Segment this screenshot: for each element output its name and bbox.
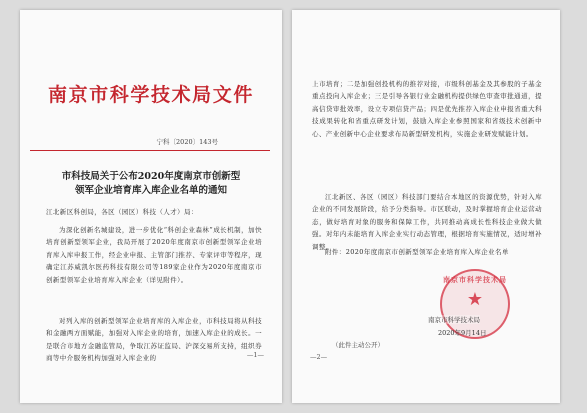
seal-lettering: 南京市科学技术局: [443, 275, 507, 284]
page-number: —2—: [310, 353, 328, 361]
red-divider-line: [30, 150, 270, 151]
document-header-title: 南京市科学技术局文件: [47, 84, 254, 106]
issuer-name: 南京市科学技术局: [428, 316, 480, 324]
issue-date: 2020年9月14日: [438, 329, 487, 337]
paragraph: 江北新区、各区（园区）科技部门要结合本地区的资源优势，针对入库企业的不同发展阶段，给予分类指导。市区联动，及时掌握培育企业运营动态，做好培育对象的服务和保障工作，共同推动高成长性科技企业做大做强。对年内未能培育入库企业实行动态管理，根据培育实施情况，适时增补调整。: [312, 193, 542, 251]
notice-title-line-1: 市科技局关于公布2020年度南京市创新型: [61, 171, 241, 182]
disclosure-note: （此件主动公开）: [332, 341, 384, 349]
document-number: 宁科〔2020〕143号: [156, 138, 218, 146]
paragraph: 对列入库的创新型领军企业培育库的入库企业，市科技局将从科技和金融两方面赋能，加强对入库企业的培育，加速入库企业的成长。一是联合市地方金融监管局，争取江苏证监局、沪深交易所支持，组织券商等中介服务机构加强对入库企业的: [46, 317, 262, 363]
document-page-1: [20, 10, 282, 403]
salutation: 江北新区科创局，各区（园区）科技（人才）局：: [46, 208, 198, 216]
attachment-line: 附件：2020年度南京市创新型领军企业培育库入库企业名单: [325, 248, 509, 256]
notice-title-line-2: 领军企业培育库入库企业名单的通知: [74, 185, 227, 196]
paragraph: 上市培育；二是加强创投机构的推荐对接，市级科创基金及其参股的子基金重点投向入库企业；三是引导各银行业金融机构提供绿色审查审批通道，提高信贷审批效率，设立专项信贷产品；四是优先推荐入库企业申报省重大科技成果转化和省重点研发计划，鼓励入库企业参照国家和省级技术创新中心、产业创新中心企业要求布局新型研发机构，实施企业研发赋能计划。: [312, 80, 542, 138]
paragraph: 为深化创新名城建设，进一步优化“科创企业森林”成长机制，加快培育创新型领军企业，我局开展了2020年度南京市创新型领军企业培育库入库申报工作，经企业申报、主管部门推荐、专家评审等程序，现确定江苏威凯尔医药科技有限公司等189家企业作为2020年度南京市创新型领军企业培育库入库企业（详见附件）。: [46, 226, 262, 284]
document-page-2: [292, 10, 560, 403]
star-icon: ★: [466, 289, 484, 310]
notice-title: [42, 170, 260, 198]
page-number: —1—: [246, 351, 264, 359]
